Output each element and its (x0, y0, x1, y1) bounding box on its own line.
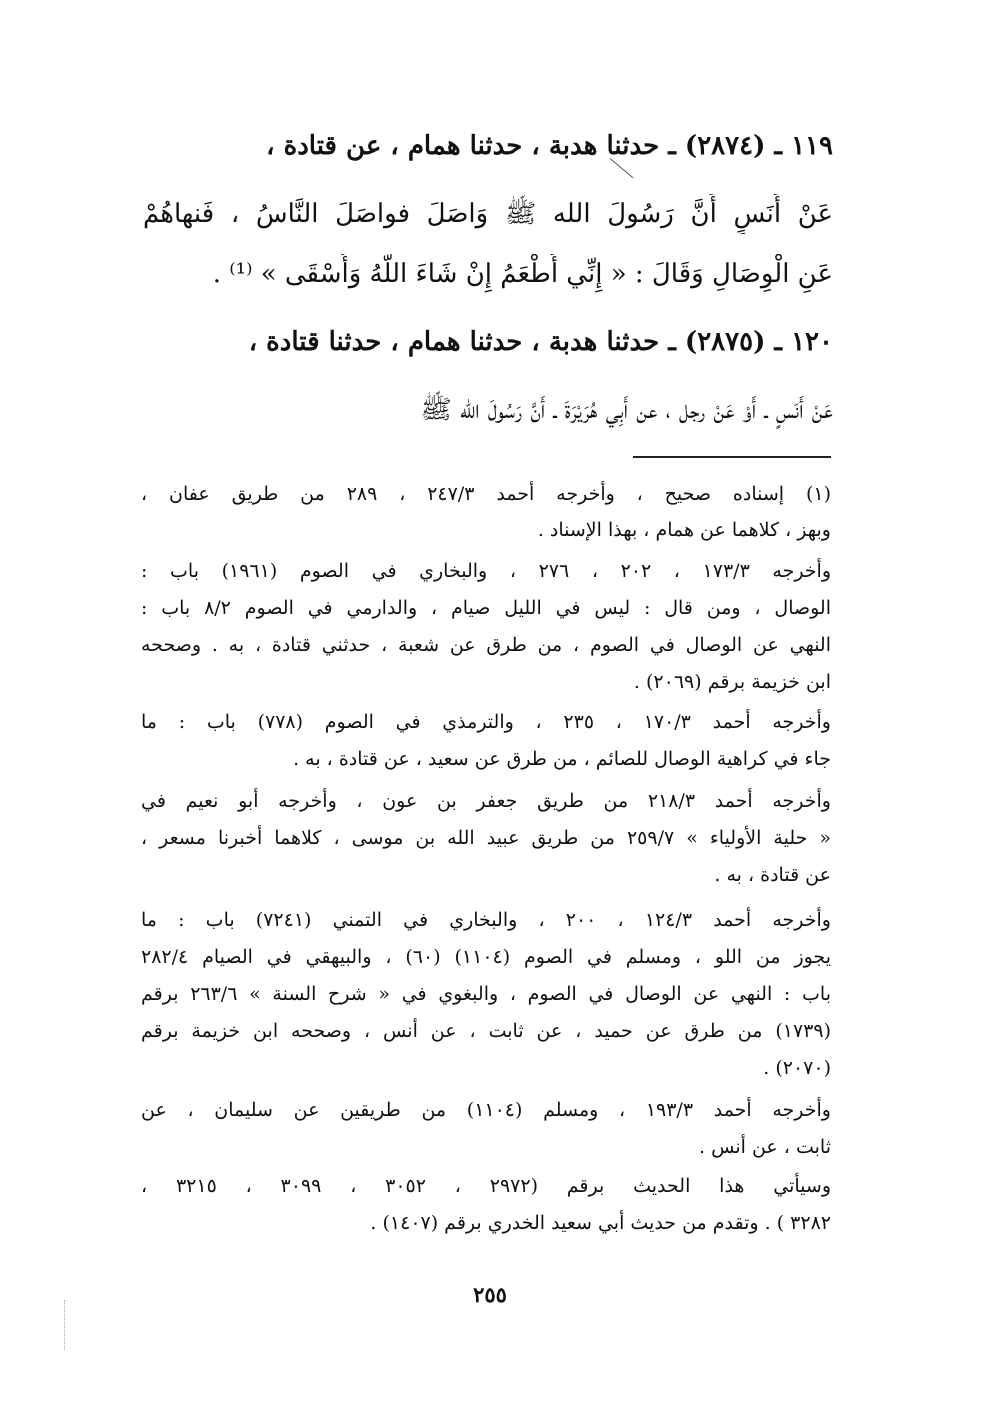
footnote-line: (٢٠٧٠) . (763, 1057, 831, 1079)
footnote-line: (١٧٣٩) من طرق عن حميد ، عن ثابت ، عن أنس ، وصححه ابن خزيمة برقم (141, 1020, 831, 1042)
hadith-120-isnad: ١٢٠ ـ (٢٨٧٥) ـ حدثنا هدبة ، حدثنا همام ، حدثنا قتادة ، (248, 327, 833, 357)
hadith-119-isnad: ١١٩ ـ (٢٨٧٤) ـ حدثنا هدبة ، حدثنا همام ، عن قتادة ، (266, 131, 833, 161)
footnote-line: (١) إسناده صحيح ، وأخرجه أحمد ٢٤٧/٣ ، ٢٨٩ من طريق عفان ، (141, 483, 831, 505)
footnote-line: ابن خزيمة برقم (٢٠٦٩) . (633, 671, 831, 693)
hadith-119-matn-line2: عَنِ الْوِصَالِ وَقَالَ : « إِنِّي أُطْعَمُ إِنْ شَاءَ اللَّهُ وَأُسْقَى » ⁽¹⁾ . (212, 259, 833, 289)
footnote-line: باب : النهي عن الوصال في الصوم ، والبغوي في « شرح السنة » ٢٦٣/٦ برقم (141, 983, 831, 1005)
footnote-line: الوصال ، ومن قال : ليس في الليل صيام ، والدارمي في الصوم ٨/٢ باب : (141, 597, 831, 619)
footnote-line: يجوز من اللو ، ومسلم في الصوم (١١٠٤) (٦٠) ، والبيهقي في الصيام ٢٨٢/٤ (141, 946, 831, 968)
footnote-line: ٣٢٨٢ ) . وتقدم من حديث أبي سعيد الخدري برقم (١٤٠٧) . (370, 1212, 831, 1234)
footnote-line: وأخرجه أحمد ١٧٠/٣ ، ٢٣٥ ، والترمذي في الصوم (٧٧٨) باب : ما (141, 711, 831, 733)
page-number: ٢٥٥ (473, 1282, 507, 1307)
footnote-line: وأخرجه ١٧٣/٣ ، ٢٠٢ ، ٢٧٦ ، والبخاري في الصوم (١٩٦١) باب : (141, 560, 831, 582)
footnote-line: وأخرجه أحمد ١٩٣/٣ ، ومسلم (١١٠٤) من طريقين عن سليمان ، عن (141, 1099, 831, 1121)
footnote-line: عن قتادة ، به . (714, 864, 831, 886)
footnote-line: وسيأتي هذا الحديث برقم (٢٩٧٢ ، ٣٠٥٢ ، ٣٠٩٩ ، ٣٢١٥ ، (141, 1175, 831, 1197)
footnote-line: وأخرجه أحمد ١٢٤/٣ ، ٢٠٠ ، والبخاري في التمني (٧٢٤١) باب : ما (141, 909, 831, 931)
scan-margin-mark (64, 1300, 67, 1350)
footnote-line: وأخرجه أحمد ٢١٨/٣ من طريق جعفر بن عون ، وأخرجه أبو نعيم في (141, 790, 831, 812)
hadith-119-matn-line1: عَنْ أَنَسٍ أَنَّ رَسُولَ الله ﷺ وَاصَلَ فواصَلَ النَّاسُ ، فَنهاهُمْ (143, 199, 833, 229)
footnote-line: ثابت ، عن أنس . (699, 1136, 831, 1158)
footnote-line: وبهز ، كلاهما عن همام ، بهذا الإسناد . (537, 519, 831, 541)
footnote-line: جاء في كراهية الوصال للصائم ، من طرق عن سعيد ، عن قتادة ، به . (293, 748, 831, 770)
footnote-divider (633, 456, 831, 458)
hadith-120-matn-line1: عَنْ أَنَسٍ ـ أَوْ عَنْ رجل ، عن أَبِي هُرَيْرَةَ ـ أَنَّ رَسُولَ الله ﷺ (420, 395, 833, 425)
footnote-line: « حلية الأولياء » ٢٥٩/٧ من طريق عبيد الله بن موسى ، كلاهما أخبرنا مسعر ، (141, 827, 831, 849)
footnote-line: النهي عن الوصال في الصوم ، من طرق عن شعبة ، حدثني قتادة ، به . وصححه (141, 634, 831, 656)
